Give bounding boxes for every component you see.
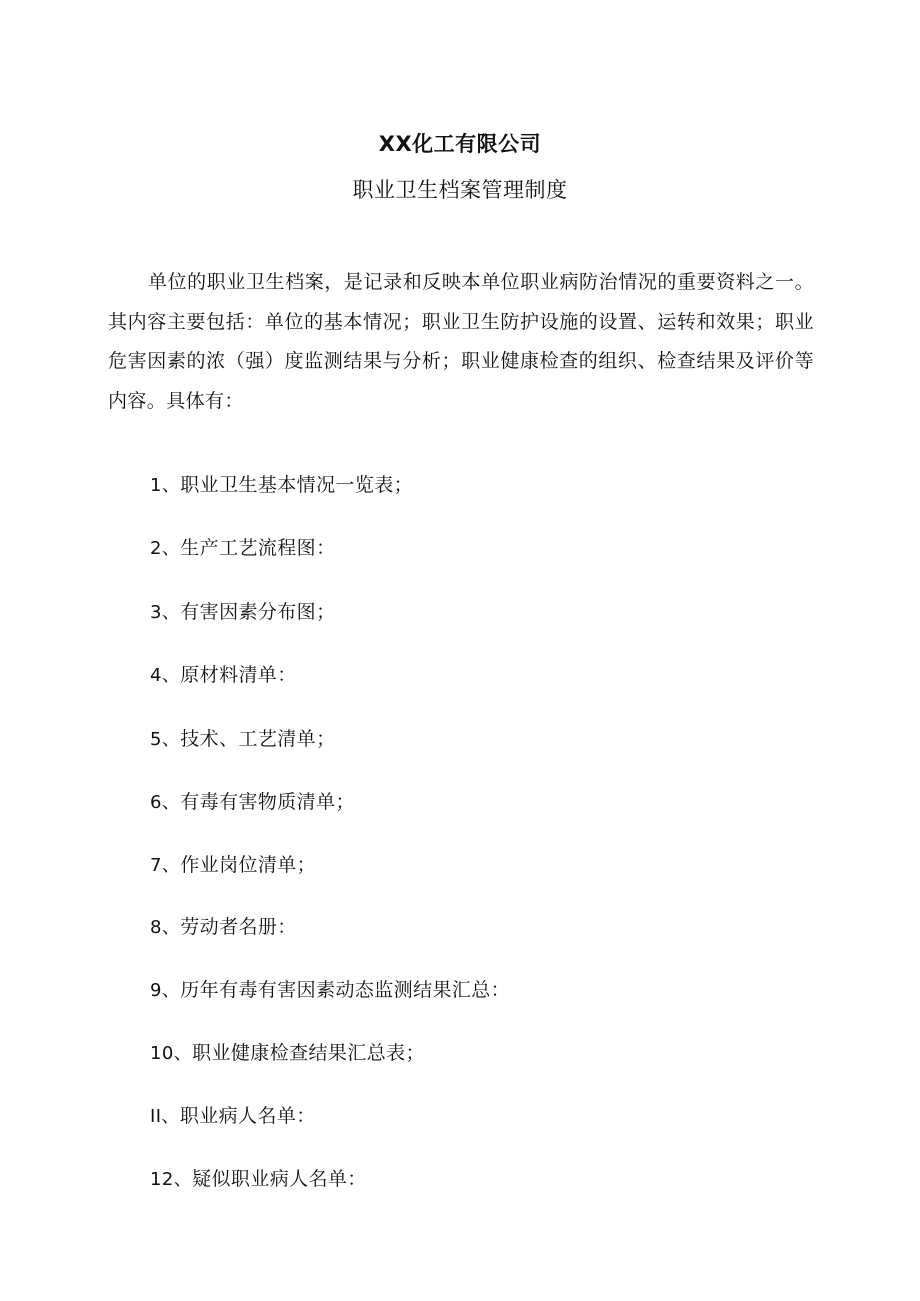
list-item-number: 8、 xyxy=(150,917,181,938)
list-item-text: 原材料清单： xyxy=(180,664,297,686)
list-item-text: 有毒有害物质清单； xyxy=(180,791,355,813)
list-item xyxy=(150,1038,425,1065)
intro-paragraph: 单位的职业卫生档案，是记录和反映本单位职业病防治情况的重要资料之一。其内容主要包括：单位的基本情况；职业卫生防护设施的设置、运转和效果；职业危害因素的浓（强）度监测结果与分析；职业健康检查的组织、检查结果及评价等内容。具体有： xyxy=(108,271,814,412)
list-item-text: 生产工艺流程图： xyxy=(180,537,336,559)
list-item-text: 历年有毒有害因素动态监测结果汇总： xyxy=(180,979,511,1001)
list-item-text: 劳动者名册： xyxy=(180,916,297,938)
list-item-number: 10、 xyxy=(150,1043,193,1064)
list-item xyxy=(150,660,297,687)
list-item-number: 6、 xyxy=(150,792,181,813)
list-item xyxy=(150,470,413,497)
list-item xyxy=(150,787,355,814)
list-item xyxy=(150,850,316,877)
company-title: XX化工有限公司 xyxy=(378,132,542,156)
list-item-text: 作业岗位清单； xyxy=(180,854,317,876)
list-item xyxy=(150,912,297,939)
list-item xyxy=(150,597,335,624)
document-title: 职业卫生档案管理制度 xyxy=(352,178,568,202)
list-item xyxy=(150,1101,316,1128)
list-item-number: 2、 xyxy=(150,538,181,559)
list-item-text: 有害因素分布图； xyxy=(180,601,336,623)
list-item-number: 3、 xyxy=(150,602,181,623)
list-item-text: 职业卫生基本情况一览表； xyxy=(180,474,414,496)
list-item xyxy=(150,724,335,751)
list-item xyxy=(150,533,335,560)
list-item-text: 疑似职业病人名单： xyxy=(192,1168,367,1190)
list-item xyxy=(150,975,510,1002)
list-item-number: 12、 xyxy=(150,1169,193,1190)
list-item-text: 职业健康检查结果汇总表； xyxy=(192,1042,425,1064)
list-item xyxy=(150,1164,367,1191)
list-item-number: 9、 xyxy=(150,980,181,1001)
list-item-text: 职业病人名单： xyxy=(179,1105,316,1127)
list-item-number: II、 xyxy=(150,1106,180,1127)
list-item-number: 1、 xyxy=(150,475,181,496)
list-item-number: 5、 xyxy=(150,729,181,750)
list-item-text: 技术、工艺清单； xyxy=(180,728,336,750)
list-item-number: 4、 xyxy=(150,665,181,686)
list-item-number: 7、 xyxy=(150,855,181,876)
